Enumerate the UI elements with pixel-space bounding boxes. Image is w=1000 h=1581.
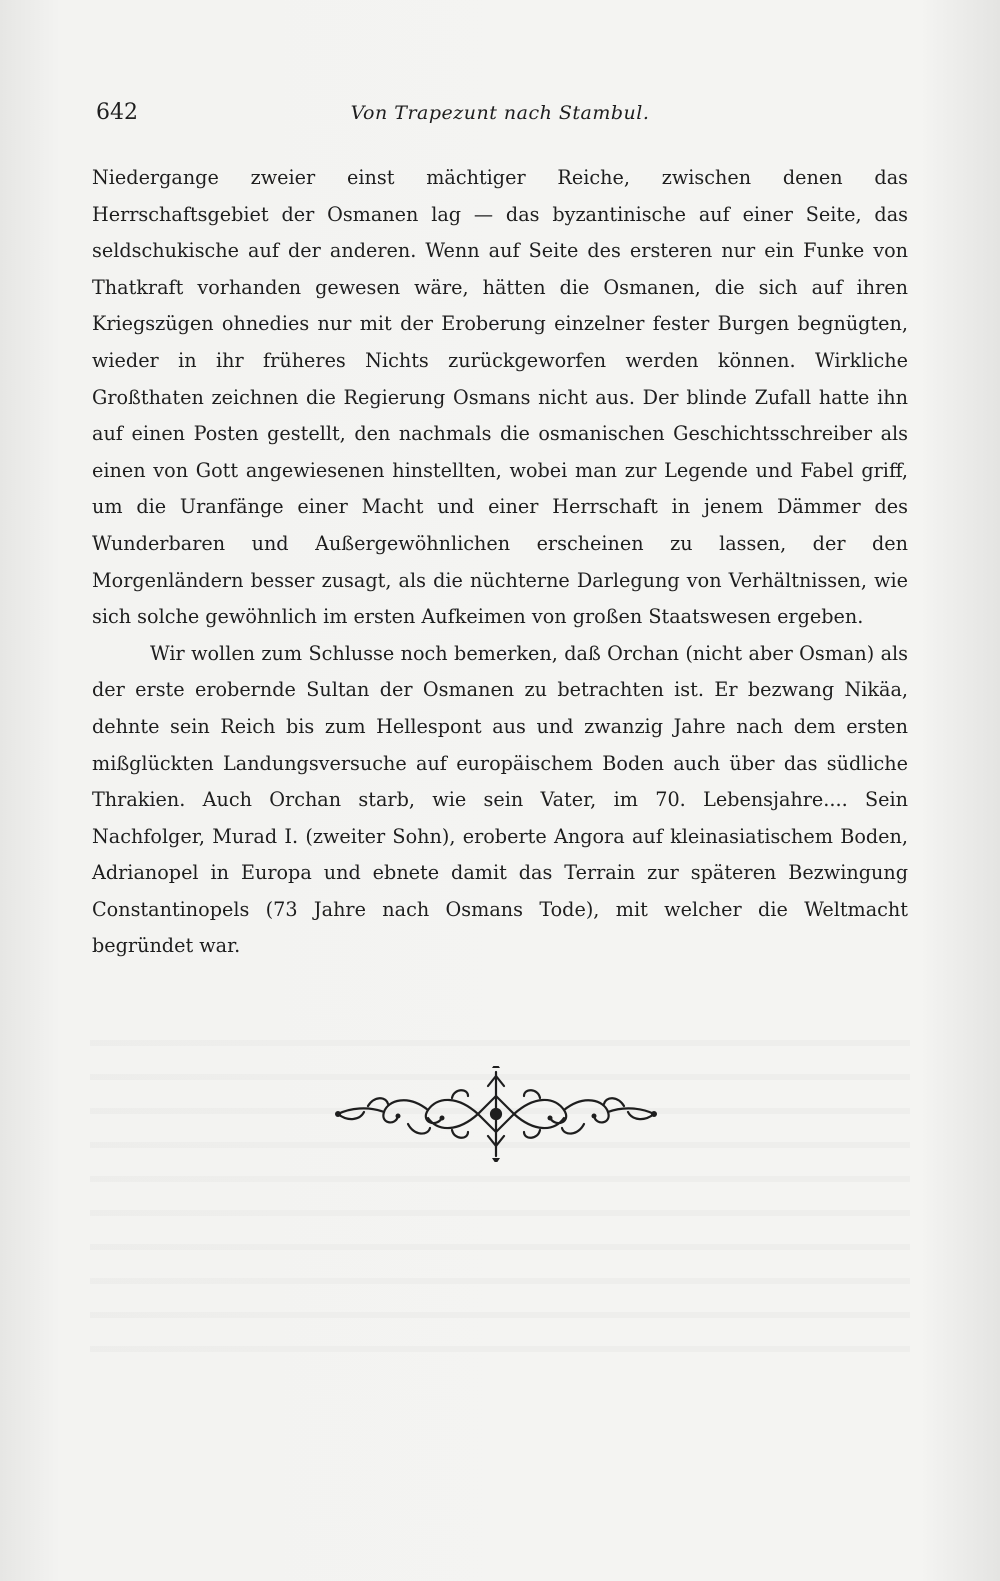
paragraph-1: Niedergange zweier einst mächtiger Reiche, zwischen denen das Herrschaftsgebiet der Osmanen lag — das byzantinische auf einer Seite, das seldschukische auf der anderen. Wenn auf Seite des ersteren nur ein Funke von Thatkraft vorhanden gewesen wäre, hätten die Osmanen, die sich auf ihren Kriegszügen ohnedies nur mit der Eroberung einzelner fester Burgen begnügten, wieder in ihr früheres Nichts zurückgeworfen werden können. Wirkliche Großthaten zeichnen die Regierung Osmans nicht aus. Der blinde Zufall hatte ihn auf einen Posten gestellt, den nachmals die osmanischen Geschichtsschreiber als einen von Gott angewiesenen hinstellten, wobei man zur Legende und Fabel griff, um die Uranfänge einer Macht und einer Herrschaft in jenem Dämmer des Wunderbaren und Außergewöhnlichen erscheinen zu lassen, der den Morgenländern besser zusagt, als die nüchterne Darlegung von Verhältnissen, wie sich solche gewöhnlich im ersten Aufkeimen von großen Staatswesen ergeben. xyxy=(92,166,908,629)
paragraph-2: Wir wollen zum Schlusse noch bemerken, daß Orchan (nicht aber Osman) als der erste erobernde Sultan der Osmanen zu betrachten ist. Er bezwang Nikäa, dehnte sein Reich bis zum Hellespont aus und zwanzig Jahre nach dem ersten mißglückten Landungsversuche auf europäischem Boden auch über das südliche Thrakien. Auch Orchan starb, wie sein Vater, im 70. Lebensjahre.... Sein Nachfolger, Murad I. (zweiter Sohn), eroberte Angora auf kleinasiatischem Boden, Adrianopel in Europa und ebnete damit das Terrain zur späteren Bezwingung Constantinopels (73 Jahre nach Osmans Tode), mit welcher die Weltmacht begründet war. xyxy=(92,641,908,958)
body-text xyxy=(92,160,908,965)
ornamental-vignette-icon xyxy=(328,1066,664,1162)
running-title: Von Trapezunt nach Stambul. xyxy=(350,102,650,124)
page-number: 642 xyxy=(96,100,138,125)
page-header xyxy=(92,100,908,140)
